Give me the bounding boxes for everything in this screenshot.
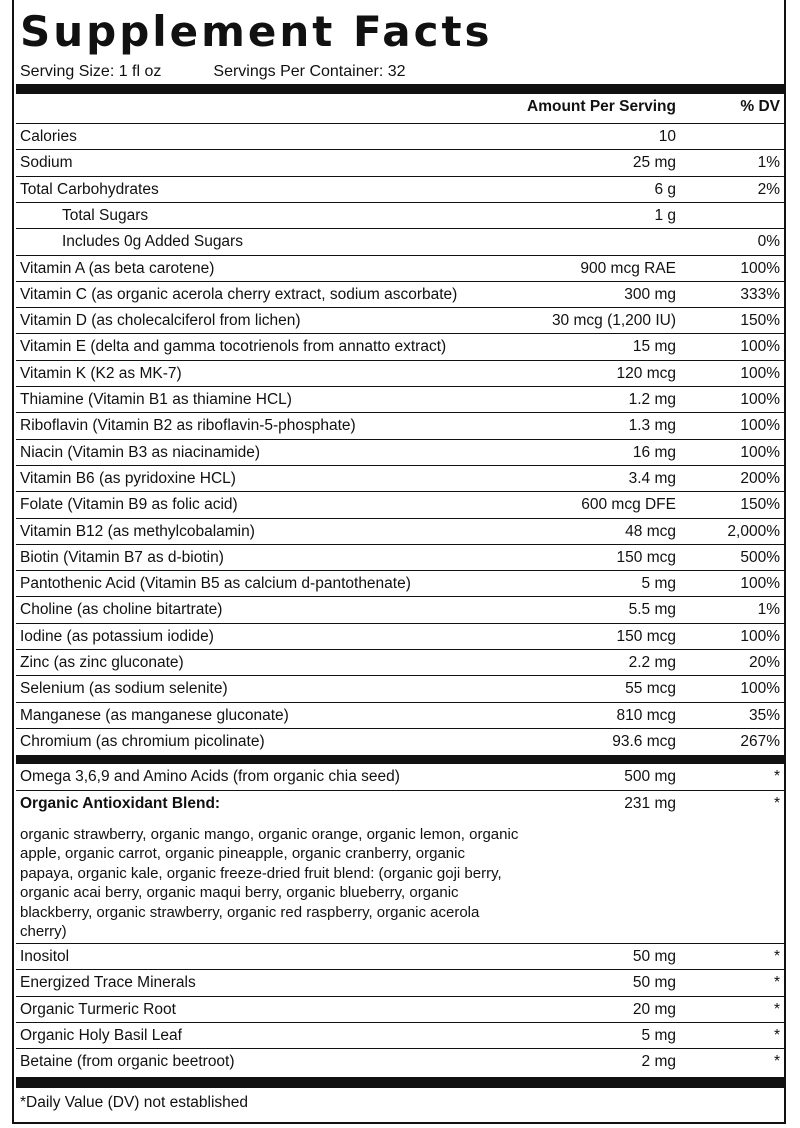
row-amount: 20 mg <box>632 1000 676 1018</box>
row-amount: 55 mcg <box>625 680 676 698</box>
row-daily-value: 100% <box>740 338 780 356</box>
thick-divider-middle <box>16 755 784 764</box>
table-row <box>16 545 784 571</box>
row-label: Pantothenic Acid (Vitamin B5 as calcium d-pantothenate) <box>20 575 411 593</box>
row-daily-value: 100% <box>740 575 780 593</box>
table-row <box>16 764 784 790</box>
daily-value-header: % DV <box>740 98 780 115</box>
table-row <box>16 334 784 360</box>
row-label: Chromium (as chromium picolinate) <box>20 732 265 750</box>
row-amount: 231 mg <box>624 794 676 812</box>
row-label: Vitamin B6 (as pyridoxine HCL) <box>20 469 236 487</box>
row-amount: 16 mg <box>632 443 676 461</box>
row-amount: 5.5 mg <box>628 601 676 619</box>
table-row <box>16 519 784 545</box>
table-row <box>16 492 784 518</box>
row-daily-value: 333% <box>740 285 780 303</box>
row-amount: 300 mg <box>624 285 676 303</box>
table-row <box>16 282 784 308</box>
table-row <box>16 124 784 150</box>
row-daily-value: 267% <box>740 732 780 750</box>
row-amount: 5 mg <box>641 575 676 593</box>
row-label: Total Carbohydrates <box>20 180 159 198</box>
row-daily-value: 0% <box>757 233 780 251</box>
row-label: Organic Antioxidant Blend: <box>20 794 221 812</box>
row-label: Riboflavin (Vitamin B2 as riboflavin-5-phosphate) <box>20 417 356 435</box>
row-amount: 93.6 mcg <box>612 732 676 750</box>
row-label: Energized Trace Minerals <box>20 974 196 992</box>
thick-divider-bottom <box>16 1077 784 1088</box>
row-amount: 50 mg <box>632 974 676 992</box>
row-label: Includes 0g Added Sugars <box>62 233 243 251</box>
row-label: Inositol <box>20 948 70 965</box>
row-label: Vitamin K (K2 as MK-7) <box>20 364 182 382</box>
row-amount: 2.2 mg <box>628 654 676 671</box>
table-row <box>16 571 784 597</box>
row-label: Organic Holy Basil Leaf <box>20 1026 182 1044</box>
table-row <box>16 413 784 439</box>
row-amount: 120 mcg <box>616 364 676 382</box>
table-row <box>16 440 784 466</box>
row-amount: 6 g <box>654 180 676 198</box>
table-row <box>16 177 784 203</box>
table-row <box>16 944 784 970</box>
row-amount: 810 mcg <box>616 706 676 724</box>
row-daily-value: * <box>773 974 780 992</box>
row-amount: 5 mg <box>641 1026 676 1044</box>
table-row <box>16 597 784 623</box>
row-daily-value: * <box>773 948 780 965</box>
row-daily-value: 100% <box>740 364 780 382</box>
row-amount: 1.2 mg <box>628 391 676 408</box>
row-daily-value: 150% <box>740 496 780 514</box>
row-daily-value: 200% <box>740 469 780 487</box>
row-daily-value: 500% <box>740 548 780 566</box>
table-row <box>16 203 784 229</box>
row-daily-value: 35% <box>748 706 780 724</box>
row-amount: 50 mg <box>632 948 676 965</box>
row-daily-value: * <box>773 1053 780 1071</box>
thick-divider-top <box>16 84 784 94</box>
row-label: Omega 3,6,9 and Amino Acids (from organic chia seed) <box>20 768 400 785</box>
table-row <box>16 650 784 676</box>
row-label: Biotin (Vitamin B7 as d-biotin) <box>20 548 224 566</box>
row-label: Niacin (Vitamin B3 as niacinamide) <box>20 443 261 461</box>
row-label: Vitamin B12 (as methylcobalamin) <box>20 522 255 540</box>
row-daily-value: 150% <box>740 312 780 330</box>
row-amount: 1.3 mg <box>628 417 676 435</box>
antioxidant-blend-description: organic strawberry, organic mango, organic orange, organic lemon, organic apple, organic carrot, organic pineapple, organic cranberry, organic papaya, organic kale, organic freeze-dried fruit blend: (organic goji berry, organic acai berry, organic maqui berry, organic blueberry, organic blackberry, organic strawberry, organic red raspberry, organic acerola cherry) <box>20 826 519 941</box>
table-row <box>16 229 784 255</box>
row-label: Vitamin E (delta and gamma tocotrienols from annatto extract) <box>20 338 447 356</box>
table-row <box>16 997 784 1023</box>
row-amount: 48 mcg <box>625 522 676 540</box>
row-amount: 10 <box>658 128 676 145</box>
table-row <box>16 466 784 492</box>
table-row <box>16 970 784 996</box>
row-label: Organic Turmeric Root <box>20 1000 176 1018</box>
row-amount: 150 mcg <box>616 627 676 645</box>
row-daily-value: 100% <box>740 443 780 461</box>
row-daily-value: * <box>773 1026 780 1044</box>
table-row <box>16 308 784 334</box>
row-label: Iodine (as potassium iodide) <box>20 627 214 645</box>
row-label: Vitamin A (as beta carotene) <box>20 259 215 277</box>
row-daily-value: 100% <box>740 391 780 408</box>
table-row <box>16 387 784 413</box>
table-row <box>16 256 784 282</box>
servings-per-container: Servings Per Container: 32 <box>213 63 406 80</box>
row-daily-value: 20% <box>748 654 780 671</box>
footnote: *Daily Value (DV) not established <box>20 1094 249 1111</box>
row-amount: 150 mcg <box>616 548 676 566</box>
row-amount: 2 mg <box>641 1053 676 1071</box>
row-label: Choline (as choline bitartrate) <box>20 601 223 619</box>
table-row <box>16 791 784 817</box>
table-row <box>16 361 784 387</box>
row-amount: 3.4 mg <box>628 469 676 487</box>
row-amount: 1 g <box>654 206 676 224</box>
row-label: Calories <box>20 128 77 145</box>
row-daily-value: 2% <box>757 180 780 198</box>
table-row <box>16 624 784 650</box>
table-row <box>16 729 784 755</box>
row-daily-value: * <box>773 768 780 785</box>
row-daily-value: 2,000% <box>727 522 780 540</box>
row-daily-value: 100% <box>740 627 780 645</box>
row-amount: 25 mg <box>632 154 676 172</box>
row-amount: 30 mcg (1,200 IU) <box>551 312 676 330</box>
serving-info <box>20 62 406 82</box>
row-label: Manganese (as manganese gluconate) <box>20 706 289 724</box>
row-amount: 600 mcg DFE <box>581 496 676 514</box>
row-amount: 500 mg <box>624 768 676 785</box>
row-amount: 15 mg <box>632 338 676 356</box>
row-label: Thiamine (Vitamin B1 as thiamine HCL) <box>20 391 292 408</box>
row-label: Zinc (as zinc gluconate) <box>20 654 184 671</box>
row-label: Vitamin C (as organic acerola cherry extract, sodium ascorbate) <box>20 285 458 303</box>
row-daily-value: 100% <box>740 680 780 698</box>
row-label: Sodium <box>20 154 73 172</box>
table-row <box>16 703 784 729</box>
table-row <box>16 676 784 702</box>
amount-per-serving-header: Amount Per Serving <box>527 98 676 115</box>
row-label: Betaine (from organic beetroot) <box>20 1053 235 1071</box>
table-row <box>16 1049 784 1075</box>
row-daily-value: 1% <box>757 154 780 172</box>
row-daily-value: * <box>773 794 780 812</box>
row-daily-value: 100% <box>740 259 780 277</box>
panel-title: Supplement Facts <box>20 7 493 56</box>
table-row <box>16 1023 784 1049</box>
row-label: Vitamin D (as cholecalciferol from lichen) <box>20 312 301 330</box>
row-amount: 900 mcg RAE <box>580 259 676 277</box>
row-label: Total Sugars <box>62 206 149 224</box>
serving-size: Serving Size: 1 fl oz <box>20 63 162 80</box>
row-label: Selenium (as sodium selenite) <box>20 680 228 698</box>
row-label: Folate (Vitamin B9 as folic acid) <box>20 496 238 514</box>
table-row <box>16 150 784 176</box>
row-daily-value: 1% <box>757 601 780 619</box>
row-daily-value: 100% <box>740 417 780 435</box>
row-daily-value: * <box>773 1000 780 1018</box>
